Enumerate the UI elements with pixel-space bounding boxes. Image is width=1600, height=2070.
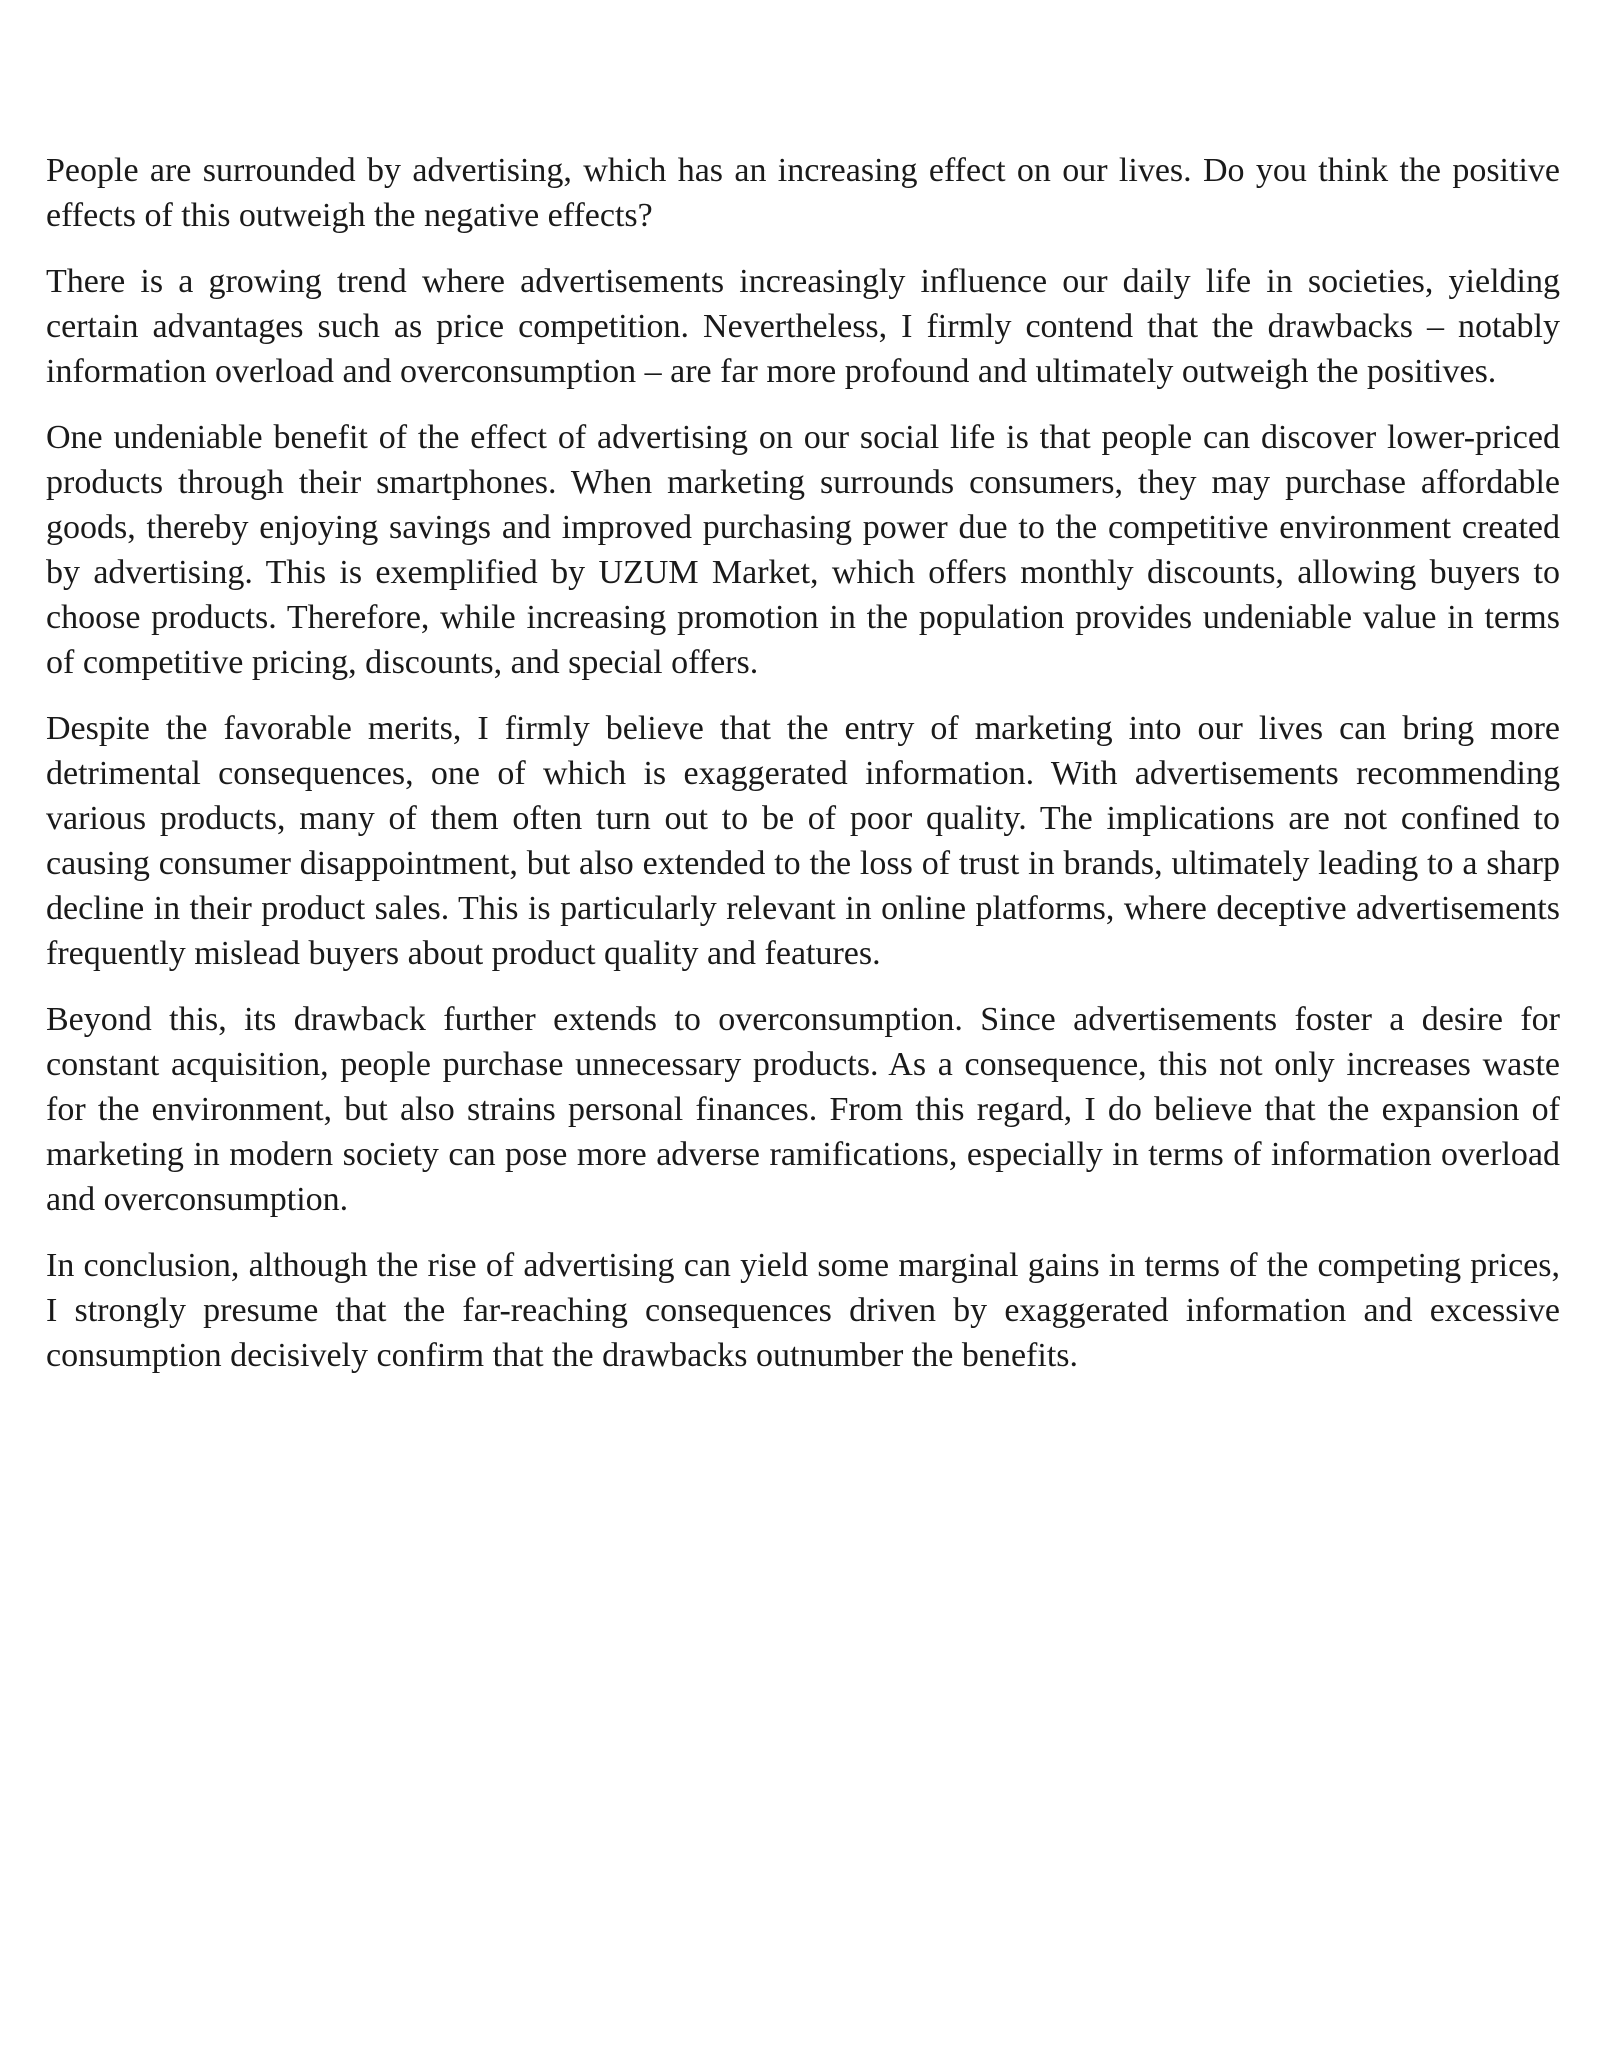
essay-body-paragraph-drawback-information: Despite the favorable merits, I firmly believe that the entry of marketing into our lives can bring more detrimental consequences, one of which is exaggerated information. With advertisements recommending various products, many of them often turn out to be of poor quality. The implications are not confined to causing consumer disappointment, but also extended to the loss of trust in brands, ultimately leading to a sharp decline in their product sales. This is particularly relevant in online platforms, where deceptive advertisements frequently mislead buyers about product quality and features. [46,710,1560,972]
essay-body-paragraph-drawback-overconsumption: Beyond this, its drawback further extends to overconsumption. Since advertisements foster a desire for constant acquisition, people purchase unnecessary products. As a consequence, this not only increases waste for the environment, but also strains personal finances. From this regard, I do believe that the expansion of marketing in modern society can pose more adverse ramifications, especially in terms of information overload and overconsumption. [46,1001,1560,1218]
essay-prompt: People are surrounded by advertising, which has an increasing effect on our lives. Do you think the positive effects of this outweigh the negative effects? [46,152,1560,234]
essay-conclusion: In conclusion, although the rise of advertising can yield some marginal gains in terms of the competing prices, I strongly presume that the far-reaching consequences driven by exaggerated information and excessive consumption decisively confirm that the drawbacks outnumber the benefits. [46,1247,1560,1374]
essay-page [46,148,1560,1399]
essay-body-paragraph-benefit: One undeniable benefit of the effect of advertising on our social life is that people can discover lower-priced products through their smartphones. When marketing surrounds consumers, they may purchase affordable goods, thereby enjoying savings and improved purchasing power due to the competitive environment created by advertising. This is exemplified by UZUM Market, which offers monthly discounts, allowing buyers to choose products. Therefore, while increasing promotion in the population provides undeniable value in terms of competitive pricing, discounts, and special offers. [46,419,1560,681]
essay-introduction: There is a growing trend where advertisements increasingly influence our daily life in societies, yielding certain advantages such as price competition. Nevertheless, I firmly contend that the drawbacks – notably information overload and overconsumption – are far more profound and ultimately outweigh the positives. [46,263,1560,390]
